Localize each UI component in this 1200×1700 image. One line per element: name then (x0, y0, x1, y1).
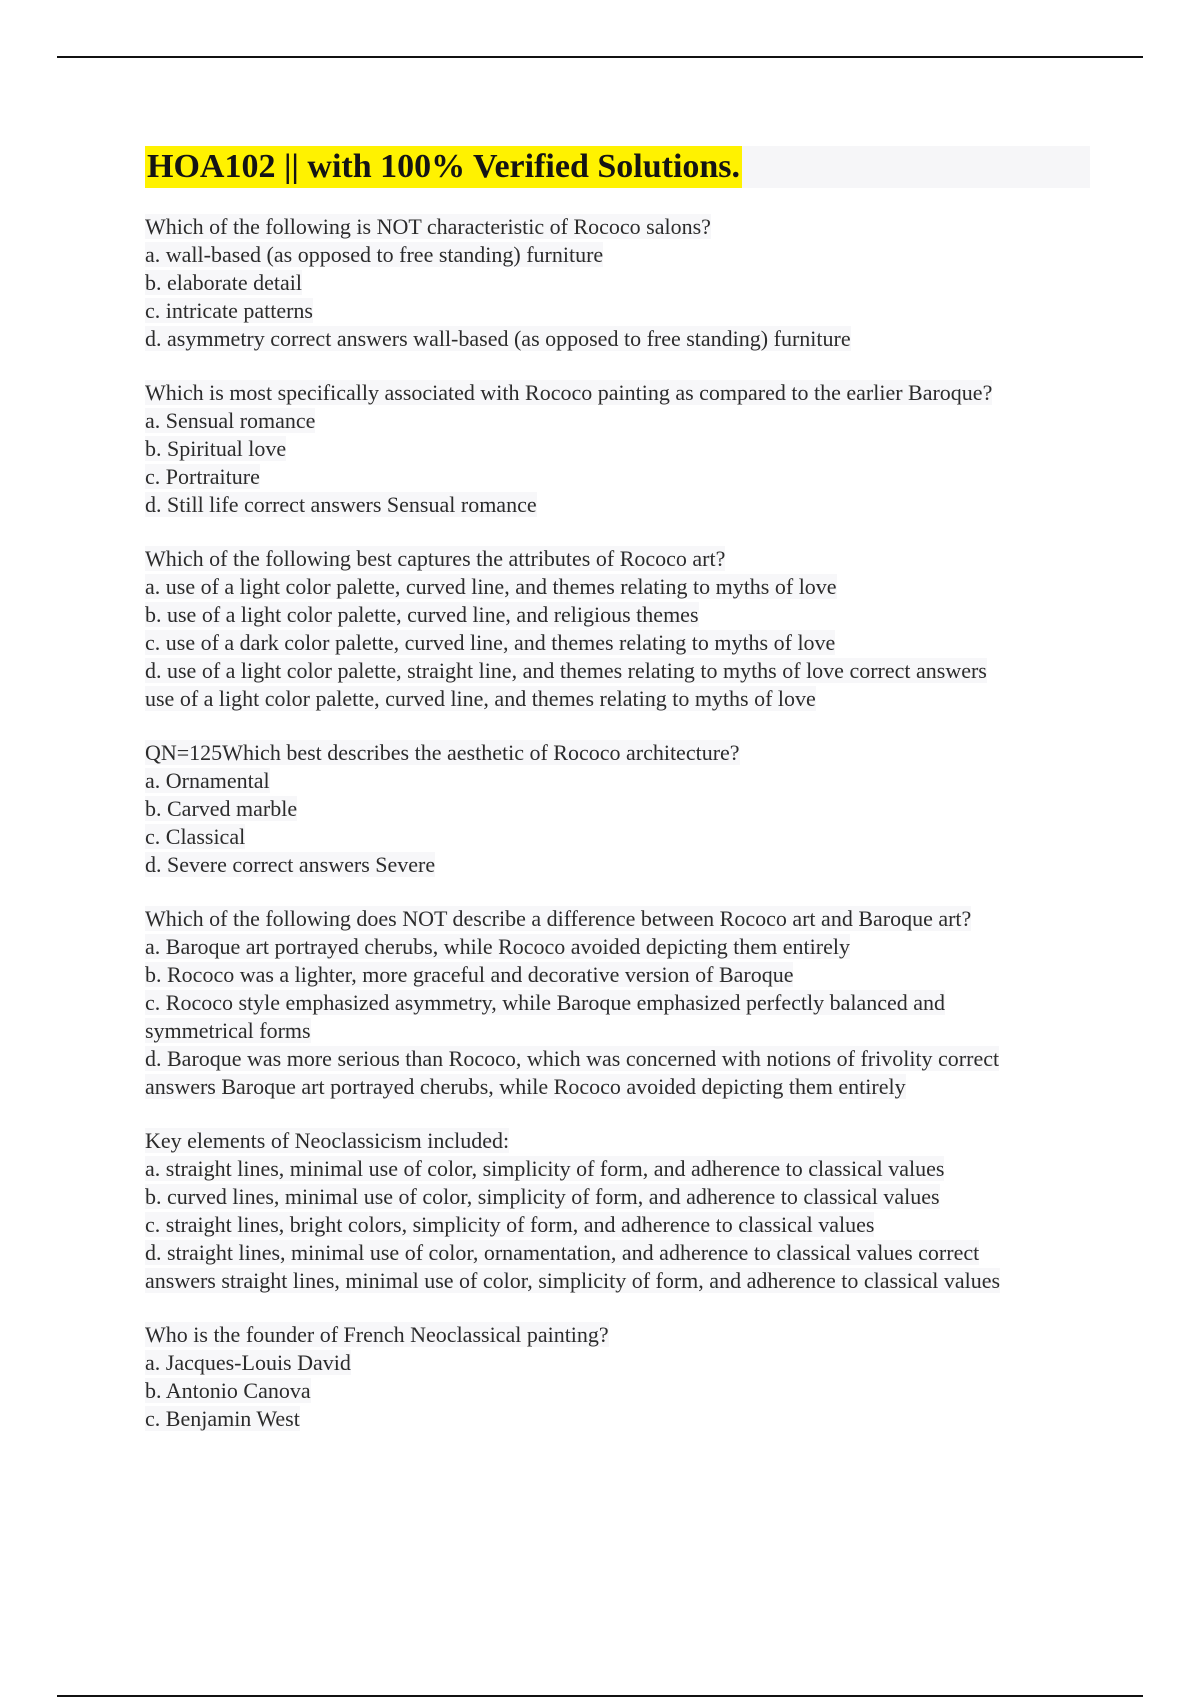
document-title: HOA102 || with 100% Verified Solutions. (145, 146, 742, 188)
top-rule (57, 56, 1143, 58)
question-block (145, 545, 1090, 713)
answer-line (145, 1377, 1090, 1405)
line-text: Which of the following best captures the attributes of Rococo art? (145, 546, 726, 571)
line-text: use of a light color palette, curved line, and themes relating to myths of love (145, 686, 816, 711)
line-text: answers straight lines, minimal use of color, simplicity of form, and adherence to classical values (145, 1268, 1001, 1293)
line-text: QN=125Which best describes the aesthetic of Rococo architecture? (145, 740, 740, 765)
line-text: c. Classical (145, 824, 246, 849)
answer-line (145, 601, 1090, 629)
answer-line (145, 407, 1090, 435)
line-text: answers Baroque art portrayed cherubs, while Rococo avoided depicting them entirely (145, 1074, 906, 1099)
line-text: b. Rococo was a lighter, more graceful and decorative version of Baroque (145, 962, 794, 987)
answer-line (145, 573, 1090, 601)
line-text: d. use of a light color palette, straight line, and themes relating to myths of love correct answers (145, 658, 987, 683)
line-text: Key elements of Neoclassicism included: (145, 1128, 510, 1153)
answer-line (145, 463, 1090, 491)
question-block (145, 739, 1090, 879)
answer-line (145, 491, 1090, 519)
question-text (145, 1127, 1090, 1155)
question-text (145, 1321, 1090, 1349)
line-text: Which of the following does NOT describe a difference between Rococo art and Baroque art? (145, 906, 972, 931)
answer-line (145, 961, 1090, 989)
line-text: c. straight lines, bright colors, simplicity of form, and adherence to classical values (145, 1212, 875, 1237)
line-text: d. Still life correct answers Sensual romance (145, 492, 537, 517)
answer-line (145, 1045, 1090, 1073)
line-text: a. straight lines, minimal use of color, simplicity of form, and adherence to classical values (145, 1156, 945, 1181)
question-list (145, 213, 1090, 1433)
answer-line (145, 1239, 1090, 1267)
answer-line (145, 685, 1090, 713)
line-text: b. Antonio Canova (145, 1378, 311, 1403)
line-text: c. Rococo style emphasized asymmetry, while Baroque emphasized perfectly balanced and (145, 990, 946, 1015)
line-text: Which of the following is NOT characteristic of Rococo salons? (145, 214, 711, 239)
question-text (145, 545, 1090, 573)
answer-line (145, 1183, 1090, 1211)
answer-line (145, 241, 1090, 269)
line-text: a. Jacques-Louis David (145, 1350, 351, 1375)
answer-line (145, 1267, 1090, 1295)
answer-line (145, 1211, 1090, 1239)
line-text: b. Spiritual love (145, 436, 287, 461)
bottom-rule (57, 1695, 1143, 1697)
answer-line (145, 297, 1090, 325)
line-text: b. Carved marble (145, 796, 298, 821)
question-block (145, 1127, 1090, 1295)
question-text (145, 739, 1090, 767)
question-block (145, 1321, 1090, 1433)
line-text: symmetrical forms (145, 1018, 311, 1043)
answer-line (145, 1349, 1090, 1377)
answer-line (145, 795, 1090, 823)
line-text: a. Ornamental (145, 768, 270, 793)
line-text: d. Severe correct answers Severe (145, 852, 436, 877)
answer-line (145, 767, 1090, 795)
question-block (145, 213, 1090, 353)
line-text: Who is the founder of French Neoclassical painting? (145, 1322, 609, 1347)
answer-line (145, 325, 1090, 353)
answer-line (145, 933, 1090, 961)
answer-line (145, 1073, 1090, 1101)
question-text (145, 213, 1090, 241)
answer-line (145, 1405, 1090, 1433)
answer-line (145, 823, 1090, 851)
answer-line (145, 435, 1090, 463)
line-text: a. wall-based (as opposed to free standing) furniture (145, 242, 604, 267)
answer-line (145, 989, 1090, 1017)
line-text: b. elaborate detail (145, 270, 302, 295)
line-text: c. use of a dark color palette, curved line, and themes relating to myths of love (145, 630, 836, 655)
answer-line (145, 1017, 1090, 1045)
line-text: a. Sensual romance (145, 408, 316, 433)
question-block (145, 379, 1090, 519)
question-text (145, 379, 1090, 407)
question-text (145, 905, 1090, 933)
line-text: Which is most specifically associated with Rococo painting as compared to the earlier Baroque? (145, 380, 993, 405)
answer-line (145, 629, 1090, 657)
answer-line (145, 657, 1090, 685)
answer-line (145, 1155, 1090, 1183)
question-block (145, 905, 1090, 1101)
line-text: a. use of a light color palette, curved line, and themes relating to myths of love (145, 574, 837, 599)
title-band (145, 146, 1090, 188)
line-text: c. Portraiture (145, 464, 260, 489)
line-text: d. asymmetry correct answers wall-based (as opposed to free standing) furniture (145, 326, 851, 351)
line-text: b. curved lines, minimal use of color, simplicity of form, and adherence to classical values (145, 1184, 940, 1209)
line-text: b. use of a light color palette, curved line, and religious themes (145, 602, 699, 627)
answer-line (145, 851, 1090, 879)
answer-line (145, 269, 1090, 297)
line-text: a. Baroque art portrayed cherubs, while Rococo avoided depicting them entirely (145, 934, 850, 959)
line-text: c. Benjamin West (145, 1406, 300, 1431)
document-body (145, 146, 1090, 1459)
line-text: d. Baroque was more serious than Rococo, which was concerned with notions of frivolity correct (145, 1046, 1000, 1071)
line-text: c. intricate patterns (145, 298, 313, 323)
line-text: d. straight lines, minimal use of color, ornamentation, and adherence to classical values correct (145, 1240, 980, 1265)
